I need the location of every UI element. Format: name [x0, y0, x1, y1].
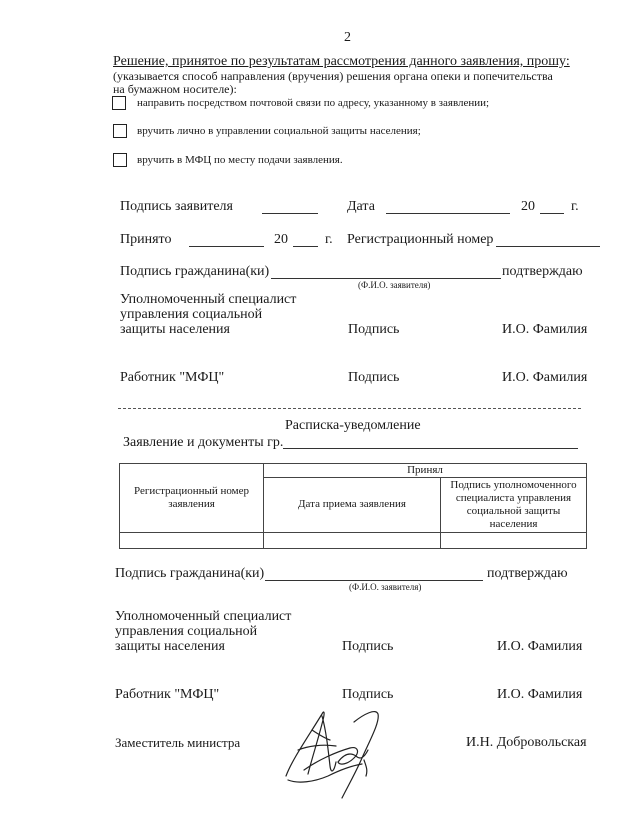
- option-post-checkbox[interactable]: [112, 96, 126, 110]
- receipt-title: Расписка-уведомление: [285, 418, 421, 433]
- specialist-line1: Уполномоченный специалист: [120, 292, 297, 307]
- citizen-signature-label-2: Подпись гражданина(ки): [115, 566, 265, 581]
- decision-note-line1: (указывается способ направления (вручения) решения органа опеки и попечительства: [113, 69, 553, 83]
- applicant-year-suffix: г.: [571, 199, 579, 214]
- citizen-confirm-2: подтверждаю: [487, 566, 568, 581]
- citizen-fio-line[interactable]: [271, 278, 501, 279]
- citizen-fio-line-2[interactable]: [265, 580, 483, 581]
- receipt-docs-line[interactable]: [283, 448, 578, 449]
- handwritten-signature: [278, 700, 388, 805]
- specialist-line2-2: управления социальной: [115, 624, 258, 639]
- option-mfc-label: вручить в МФЦ по месту подачи заявления.: [137, 154, 343, 166]
- decision-heading: Решение, принятое по результатам рассмотрения данного заявления, прошу:: [113, 54, 570, 69]
- citizen-signature-label: Подпись гражданина(ки): [120, 264, 270, 279]
- accepted-year-suffix: г.: [325, 232, 333, 247]
- accepted-date-line[interactable]: [189, 246, 264, 247]
- specialist-line2: управления социальной: [120, 307, 263, 322]
- decision-note-line2: на бумажном носителе):: [113, 82, 237, 96]
- option-mfc-checkbox[interactable]: [113, 153, 127, 167]
- specialist-line3: защиты населения: [120, 322, 230, 337]
- receipt-cell-date[interactable]: [264, 532, 441, 548]
- receipt-cell-reg[interactable]: [120, 532, 264, 548]
- citizen-fio-note-2: (Ф.И.О. заявителя): [349, 582, 422, 592]
- accepted-year-line[interactable]: [293, 246, 318, 247]
- applicant-year-prefix: 20: [521, 199, 535, 214]
- receipt-col-date: Дата приема заявления: [264, 478, 441, 533]
- applicant-date-line[interactable]: [386, 213, 510, 214]
- receipt-col-reg: Регистрационный номер заявления: [120, 464, 264, 533]
- reg-number-line[interactable]: [496, 246, 600, 247]
- applicant-date-label: Дата: [347, 199, 375, 214]
- mfc-worker-name-2: И.О. Фамилия: [497, 687, 583, 702]
- applicant-signature-label: Подпись заявителя: [120, 199, 233, 214]
- accepted-label: Принято: [120, 232, 172, 247]
- specialist-sign: Подпись: [348, 322, 400, 337]
- mfc-worker-name: И.О. Фамилия: [502, 370, 588, 385]
- mfc-worker-label-2: Работник "МФЦ": [115, 687, 220, 702]
- receipt-table: [119, 463, 587, 549]
- option-post-label: направить посредством почтовой связи по адресу, указанному в заявлении;: [137, 97, 490, 109]
- specialist-name-2: И.О. Фамилия: [497, 639, 583, 654]
- deputy-name: И.Н. Добровольская: [466, 735, 587, 750]
- receipt-docs-label: Заявление и документы гр.: [123, 435, 284, 450]
- citizen-confirm: подтверждаю: [502, 264, 583, 279]
- mfc-worker-sign: Подпись: [348, 370, 400, 385]
- option-personal-label: вручить лично в управлении социальной защиты населения;: [137, 125, 421, 137]
- option-personal-checkbox[interactable]: [113, 124, 127, 138]
- specialist-line1-2: Уполномоченный специалист: [115, 609, 292, 624]
- receipt-col-sign: Подпись уполномоченного специалиста управления социальной защиты населения: [441, 478, 587, 533]
- page-number: 2: [344, 30, 351, 45]
- receipt-cell-sign[interactable]: [441, 532, 587, 548]
- reg-number-label: Регистрационный номер: [347, 232, 494, 247]
- applicant-signature-line[interactable]: [262, 213, 318, 214]
- specialist-sign-2: Подпись: [342, 639, 394, 654]
- applicant-year-line[interactable]: [540, 213, 564, 214]
- cut-line: [118, 408, 581, 409]
- specialist-name: И.О. Фамилия: [502, 322, 588, 337]
- specialist-line3-2: защиты населения: [115, 639, 225, 654]
- mfc-worker-sign-2: Подпись: [342, 687, 394, 702]
- citizen-fio-note: (Ф.И.О. заявителя): [358, 280, 431, 290]
- mfc-worker-label: Работник "МФЦ": [120, 370, 225, 385]
- accepted-year-prefix: 20: [274, 232, 288, 247]
- receipt-accepted-header: Принял: [264, 464, 587, 478]
- deputy-label: Заместитель министра: [115, 735, 241, 750]
